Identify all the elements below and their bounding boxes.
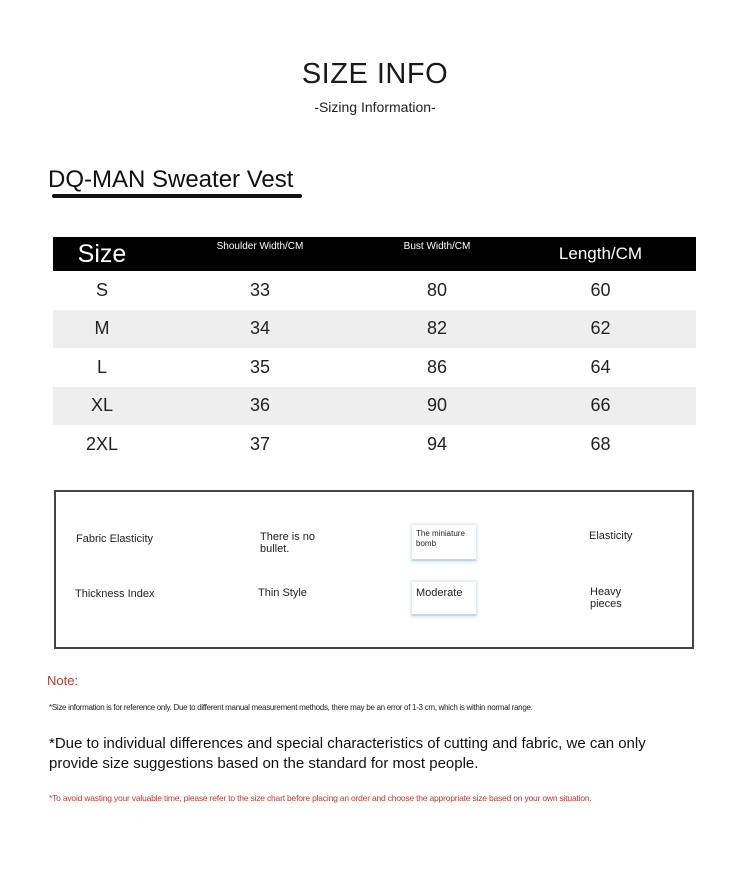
size-cell: XL xyxy=(90,395,114,416)
note-label: Note: xyxy=(47,673,79,688)
bust-cell: 94 xyxy=(426,433,448,454)
page-title: SIZE INFO xyxy=(301,58,449,90)
column-header-bust: Bust Width/CM xyxy=(403,241,471,252)
thickness-option-thin: Thin Style xyxy=(258,587,307,599)
table-row xyxy=(53,425,696,464)
table-row xyxy=(53,387,696,426)
thickness-index-label: Thickness Index xyxy=(75,588,155,600)
bust-cell: 82 xyxy=(426,318,448,339)
table-row xyxy=(53,348,696,387)
length-cell: 68 xyxy=(590,433,611,454)
note-line-3: *To avoid wasting your valuable time, please refer to the size chart before placing an order and choose the appropriate size based on your own situation. xyxy=(49,793,592,803)
shoulder-cell: 34 xyxy=(249,318,271,339)
length-cell: 64 xyxy=(590,356,611,377)
size-cell: 2XL xyxy=(85,433,119,454)
product-name: DQ-MAN Sweater Vest xyxy=(48,166,294,193)
shoulder-cell: 33 xyxy=(249,279,271,300)
shoulder-cell: 37 xyxy=(249,433,271,454)
thickness-option-heavy: Heavy pieces xyxy=(590,586,622,610)
size-cell: L xyxy=(96,356,107,377)
table-row xyxy=(53,310,696,349)
elasticity-option-elastic: Elasticity xyxy=(589,530,633,542)
bust-cell: 90 xyxy=(426,395,448,416)
thickness-option-moderate: Moderate xyxy=(416,587,463,599)
length-cell: 62 xyxy=(590,318,611,339)
length-cell: 66 xyxy=(590,395,611,416)
shoulder-cell: 35 xyxy=(249,356,271,377)
fabric-info-box xyxy=(54,490,694,649)
bust-cell: 86 xyxy=(426,356,448,377)
size-cell: S xyxy=(95,279,108,300)
elasticity-option-miniature: The miniature bomb xyxy=(416,529,465,548)
note-line-1: *Size information is for reference only. Due to different manual measurement methods, there may be an error of 1-3 cm, which is within normal range. xyxy=(49,703,533,712)
table-row xyxy=(53,271,696,310)
note-line-2: *Due to individual differences and special characteristics of cutting and fabric, we can only provide size suggestions based on the standard for most people. xyxy=(49,735,646,772)
fabric-elasticity-label: Fabric Elasticity xyxy=(76,533,154,545)
size-cell: M xyxy=(94,318,110,339)
table-header-row xyxy=(53,237,696,271)
elasticity-option-none: There is no bullet. xyxy=(260,531,316,555)
column-header-size: Size xyxy=(77,239,127,268)
length-cell: 60 xyxy=(590,279,611,300)
title-underline xyxy=(52,194,302,198)
shoulder-cell: 36 xyxy=(249,395,271,416)
bust-cell: 80 xyxy=(426,279,448,300)
column-header-length: Length/CM xyxy=(558,244,643,263)
column-header-shoulder: Shoulder Width/CM xyxy=(216,241,304,252)
size-table xyxy=(53,237,696,464)
page-subtitle: -Sizing Information- xyxy=(314,99,436,115)
